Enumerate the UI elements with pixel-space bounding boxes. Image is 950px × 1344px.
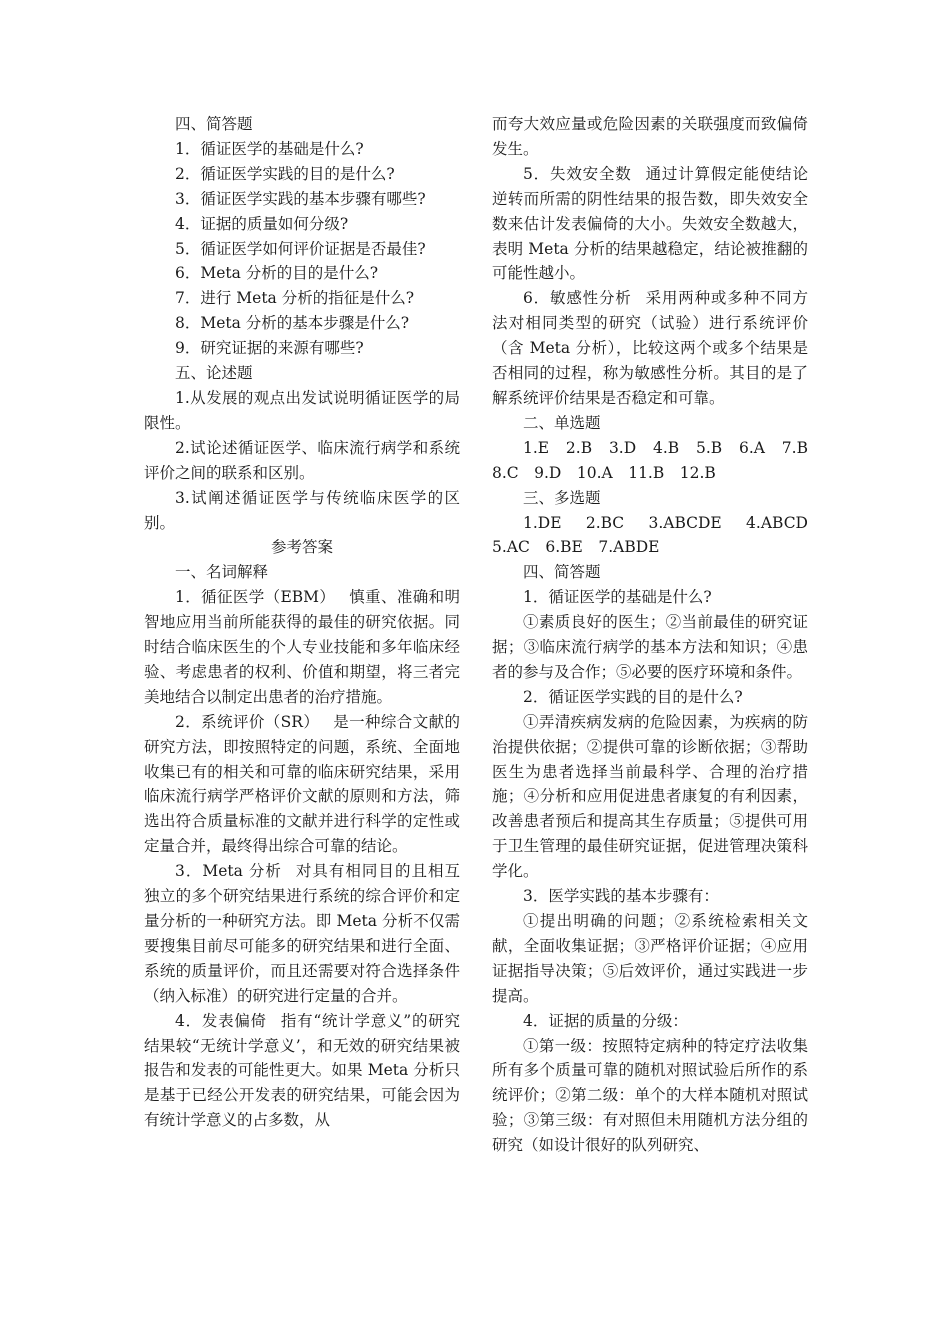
term-continued-text: 而夸大效应量或危险因素的关联强度而致偏倚发生。 [492,115,808,158]
question-item: 5．循证医学如何评价证据是否最佳? [175,239,426,258]
answer-text: ①提出明确的问题；②系统检索相关文献，全面收集证据；③严格评价证据；④应用证据指导决策；⑤后效评价，通过实践进一步提高。 [492,912,808,1005]
answers-title: 参考答案 [270,538,333,557]
answer-question: 1．循证医学的基础是什么? [523,588,712,607]
answer-question: 4．证据的质量的分级： [523,1011,688,1030]
term-text: 指有“统计学意义”的研究结果较“无统计学意义’，和无效的研究结果被报告和发表的可能性更大。如果 Meta 分析只是基于已经公开发表的研究结果，可能会因为有统计学意义的占多数，从 [144,1011,460,1130]
term-label: 4．发表偏倚 [175,1011,267,1030]
question-item: 2．循证医学实践的目的是什么? [175,164,395,183]
term-text: 采用两种或多种不同方法对相同类型的研究（试验）进行系统评价（含 Meta 分析），比较这两个或多个结果是否相同的过程，称为敏感性分析。其目的是了解系统评价结果是否稳定和可靠。 [492,289,808,407]
section-heading-terms: 一、名词解释 [175,563,269,582]
question-item: 8．Meta 分析的基本步骤是什么? [175,314,410,333]
term-definition [144,1009,460,1134]
section-heading-single-choice: 二、单选题 [523,413,601,432]
answer-question: 3．医学实践的基本步骤有： [523,887,719,906]
section-heading-essay: 五、论述题 [175,364,253,383]
multi-choice-answers: 1.DE 2.BC 3.ABCDE 4.ABCD 5.AC 6.BE 7.ABDE [492,513,824,557]
question-item: 1．循证医学的基础是什么? [175,139,364,158]
question-item: 4．证据的质量如何分级? [175,214,349,233]
term-label: 3．Meta 分析 [175,862,282,881]
term-definition [144,585,460,710]
question-item: 6．Meta 分析的目的是什么? [175,264,379,283]
single-choice-answers: 1.E 2.B 3.D 4.B 5.B 6.A 7.B 8.C 9.D 10.A 11.B 12.B [492,438,824,482]
question-item: 9．研究证据的来源有哪些? [175,339,364,358]
term-label: 5．失效安全数 [523,164,632,183]
section-heading-multi-choice: 三、多选题 [523,488,601,507]
section-heading-short-answer: 四、简答题 [523,563,601,582]
answer-text: ①第一级：按照特定病种的特定疗法收集所有多个质量可靠的随机对照试验后所作的系统评价；②第二级：单个的大样本随机对照试验；③第三级：有对照但未用随机方法分组的研究（如设计很好的队列研究、 [492,1036,808,1155]
term-label: 6．敏感性分析 [523,289,632,308]
question-item: 7．进行 Meta 分析的指征是什么? [175,289,415,308]
term-label: 2．系统评价（SR） [175,712,320,731]
essay-question: 3.试阐述循证医学与传统临床医学的区别。 [144,488,460,532]
answer-text: ①素质良好的医生；②当前最佳的研究证据；③临床流行病学的基本方法和知识；④患者的参与及合作；⑤必要的医疗环境和条件。 [492,613,808,681]
left-column [144,112,460,1133]
section-heading-short-answer: 四、简答题 [175,115,253,133]
essay-question: 1.从发展的观点出发试说明循证医学的局限性。 [144,388,460,432]
term-text: 通过计算假定能使结论逆转而所需的阴性结果的报告数，即失效安全数来估计发表偏倚的大小。失效安全数越大，表明 Meta 分析的结果越稳定，结论被推翻的可能性越小。 [492,164,808,283]
term-text: 慎重、准确和明智地应用当前所能获得的最佳的研究依据。同时结合临床医生的个人专业技能和多年临床经验、考虑患者的权利、价值和期望，将三者完美地结合以制定出患者的治疗措施。 [144,588,460,706]
term-text: 对具有相同目的且相互独立的多个研究结果进行系统的综合评价和定量分析的一种研究方法。即 Meta 分析不仅需要搜集目前尽可能多的研究结果和进行全面、系统的质量评价，而且还需要对符合选择条件（纳入标准）的研究进行定量的合并。 [144,862,460,1005]
right-column [492,112,824,1158]
answer-text: ①弄清疾病发病的危险因素，为疾病的防治提供依据；②提供可靠的诊断依据；③帮助医生为患者选择当前最科学、合理的治疗措施；④分析和应用促进患者康复的有利因素，改善患者预后和提高其生存质量；⑤提供可用于卫生管理的最佳研究证据，促进管理决策科学化。 [492,712,808,881]
term-text: 是一种综合文献的研究方法，即按照特定的问题，系统、全面地收集已有的相关和可靠的临床研究结果，采用临床流行病学严格评价文献的原则和方法，筛选出符合质量标准的文献并进行科学的定性或定量合并，最终得出综合可靠的结论。 [144,712,460,856]
term-label: 1．循征医学（EBM） [175,588,336,607]
essay-question: 2.试论述循证医学、临床流行病学和系统评价之间的联系和区别。 [144,438,460,482]
term-definition [144,859,460,1008]
term-definition [492,162,808,287]
term-definition [144,710,460,859]
term-definition [492,286,808,411]
question-item: 3．循证医学实践的基本步骤有哪些? [175,189,426,208]
answer-question: 2．循证医学实践的目的是什么? [523,687,743,706]
